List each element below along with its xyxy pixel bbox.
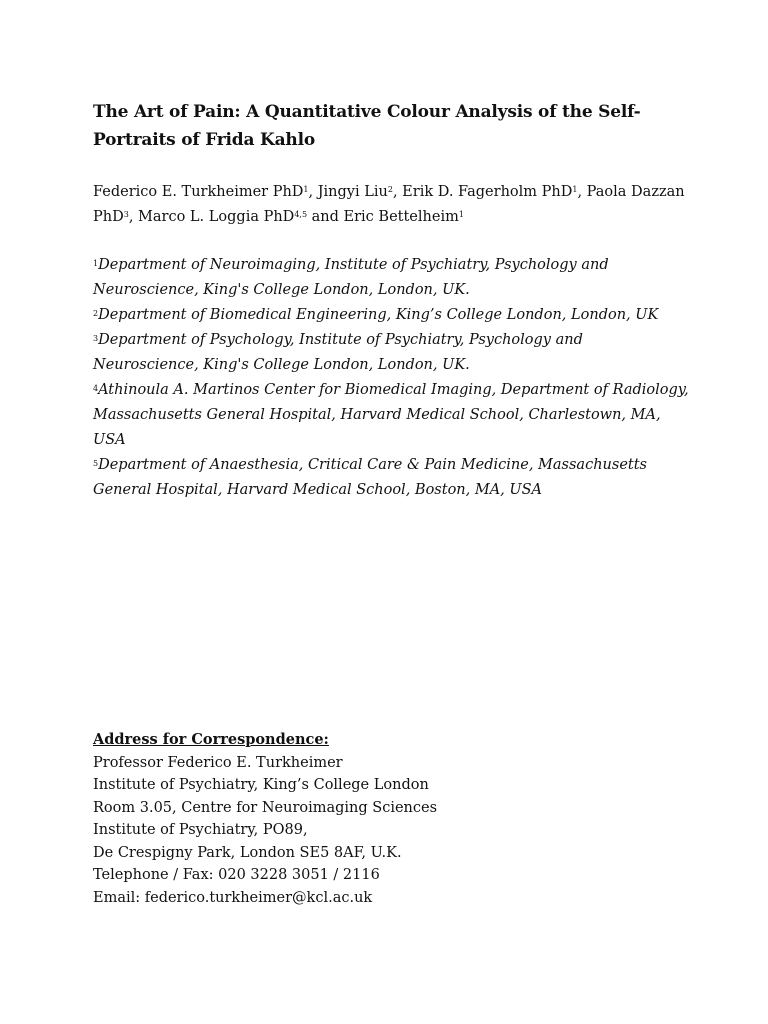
affiliation-number: 5 <box>93 459 99 468</box>
author-separator: and <box>307 209 344 225</box>
paper-title: The Art of Pain: A Quantitative Colour Analysis of the Self-Portraits of Frida Kahlo <box>93 102 641 150</box>
author-name: Eric Bettelheim <box>343 209 459 225</box>
author-affiliation-marker: 1 <box>303 185 309 194</box>
affiliation-list <box>93 253 693 503</box>
author-separator: , <box>308 184 318 200</box>
correspondence-room: Room 3.05, Centre for Neuroimaging Sciences <box>93 799 438 816</box>
author-list <box>93 180 693 230</box>
affiliation-text: Athinoula A. Martinos Center for Biomedical Imaging, Department of Radiology, Massachusetts General Hospital, Harvard Medical School, Charlestown, MA, USA <box>93 382 689 448</box>
affiliation-number: 3 <box>93 334 99 343</box>
author-separator: , <box>128 209 139 225</box>
affiliation-text: Department of Biomedical Engineering, King’s College London, London, UK <box>98 307 659 323</box>
correspondence-institution: Institute of Psychiatry, King’s College London <box>93 777 429 793</box>
author-affiliation-marker: 1 <box>458 210 464 219</box>
correspondence-email[interactable]: Email: federico.turkheimer@kcl.ac.uk <box>93 889 373 906</box>
correspondence-heading: Address for Correspondence: <box>93 731 329 748</box>
author-affiliation-marker: 3 <box>123 210 129 219</box>
affiliation-number: 1 <box>93 259 99 268</box>
correspondence-block <box>93 729 653 909</box>
affiliation-item <box>93 328 693 378</box>
author-separator: , <box>577 184 587 200</box>
affiliation-text: Department of Psychology, Institute of Psychiatry, Psychology and Neuroscience, King's College London, London, UK. <box>93 332 583 373</box>
affiliation-number: 2 <box>93 309 99 318</box>
correspondence-address-line: Institute of Psychiatry, PO89, <box>93 822 308 838</box>
author-name: Marco L. Loggia PhD <box>138 209 295 225</box>
affiliation-item <box>93 378 693 453</box>
author-affiliation-marker: 4,5 <box>294 210 308 219</box>
affiliation-text: Department of Anaesthesia, Critical Care & Pain Medicine, Massachusetts General Hospital, Harvard Medical School, Boston, MA, USA <box>93 457 647 498</box>
author-affiliation-marker: 2 <box>387 185 393 194</box>
correspondence-telephone: Telephone / Fax: 020 3228 3051 / 2116 <box>93 867 380 883</box>
author-separator: , <box>392 184 403 200</box>
author-name: Paola Dazzan PhD <box>93 184 685 225</box>
author-affiliation-marker: 1 <box>572 185 578 194</box>
correspondence-name: Professor Federico E. Turkheimer <box>93 754 343 771</box>
affiliation-item <box>93 453 693 503</box>
affiliation-item <box>93 303 693 328</box>
affiliation-number: 4 <box>93 384 99 393</box>
correspondence-address-line: De Crespigny Park, London SE5 8AF, U.K. <box>93 844 402 861</box>
affiliation-text: Department of Neuroimaging, Institute of Psychiatry, Psychology and Neuroscience, King's College London, London, UK. <box>93 257 609 298</box>
affiliation-item <box>93 253 693 303</box>
author-name: Federico E. Turkheimer PhD <box>93 184 304 200</box>
author-name: Erik D. Fagerholm PhD <box>402 184 573 200</box>
author-name: Jingyi Liu <box>317 184 388 200</box>
